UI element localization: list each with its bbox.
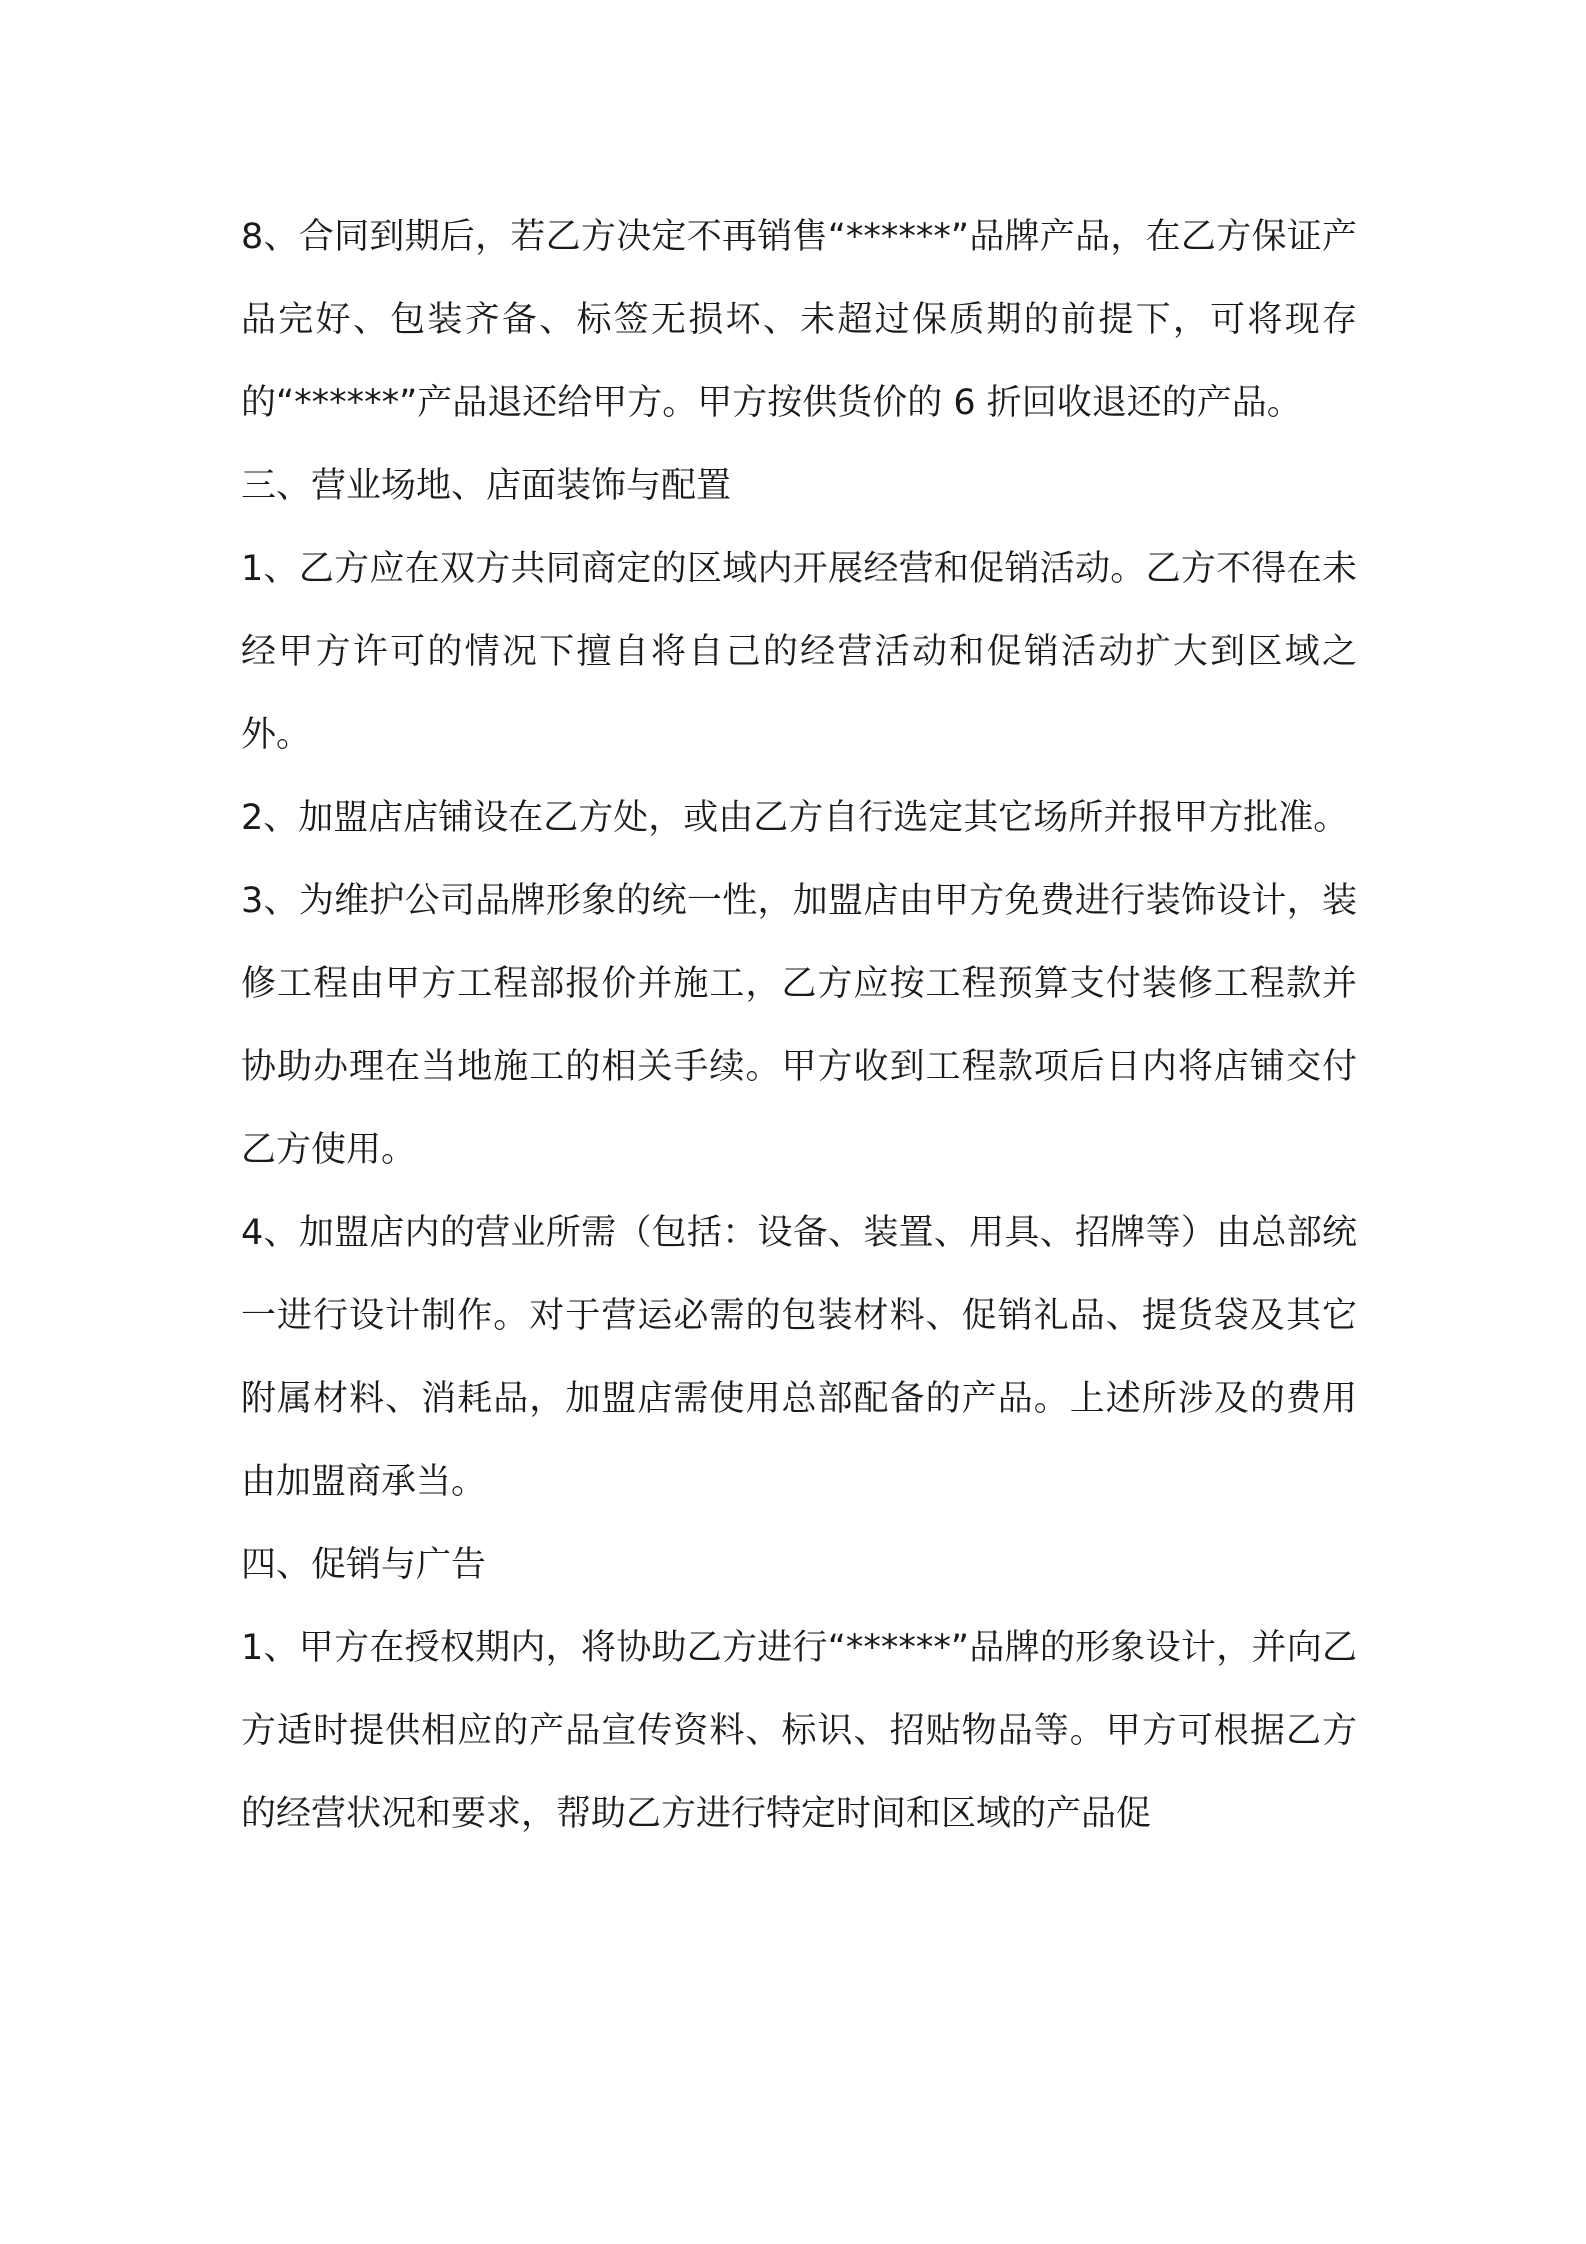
clause-3-decoration: 3、为维护公司品牌形象的统一性，加盟店由甲方免费进行装饰设计，装修工程由甲方工程部报价并施工，乙方应按工程预算支付装修工程款并协助办理在当地施工的相关手续。甲方收到工程款项后日内将店铺交付乙方使用。 — [241, 881, 1357, 1170]
clause-2-store-location: 2、加盟店店铺设在乙方处，或由乙方自行选定其它场所并报甲方批准。 — [241, 798, 1349, 838]
clause-4-equipment: 4、加盟店内的营业所需（包括：设备、装置、用具、招牌等）由总部统一进行设计制作。对于营运必需的包装材料、促销礼品、提货袋及其它附属材料、消耗品，加盟店需使用总部配备的产品。上述所涉及的费用由加盟商承当。 — [241, 1213, 1357, 1502]
section-heading-promotion: 四、促销与广告 — [241, 1545, 487, 1585]
clause-1-business-area: 1、乙方应在双方共同商定的区域内开展经营和促销活动。乙方不得在未经甲方许可的情况下擅自将自己的经营活动和促销活动扩大到区域之外。 — [241, 549, 1357, 755]
section-heading-premises: 三、营业场地、店面装饰与配置 — [241, 466, 732, 506]
clause-1-brand-promotion: 1、甲方在授权期内，将协助乙方进行“******”品牌的形象设计，并向乙方适时提供相应的产品宣传资料、标识、招贴物品等。甲方可根据乙方的经营状况和要求，帮助乙方进行特定时间和区域的产品促 — [241, 1628, 1357, 1834]
clause-8-return-policy: 8、合同到期后，若乙方决定不再销售“******”品牌产品，在乙方保证产品完好、包装齐备、标签无损坏、未超过保质期的前提下，可将现存的“******”产品退还给甲方。甲方按供货价的 6 折回收退还的产品。 — [241, 217, 1357, 423]
document-body — [241, 196, 1357, 1856]
